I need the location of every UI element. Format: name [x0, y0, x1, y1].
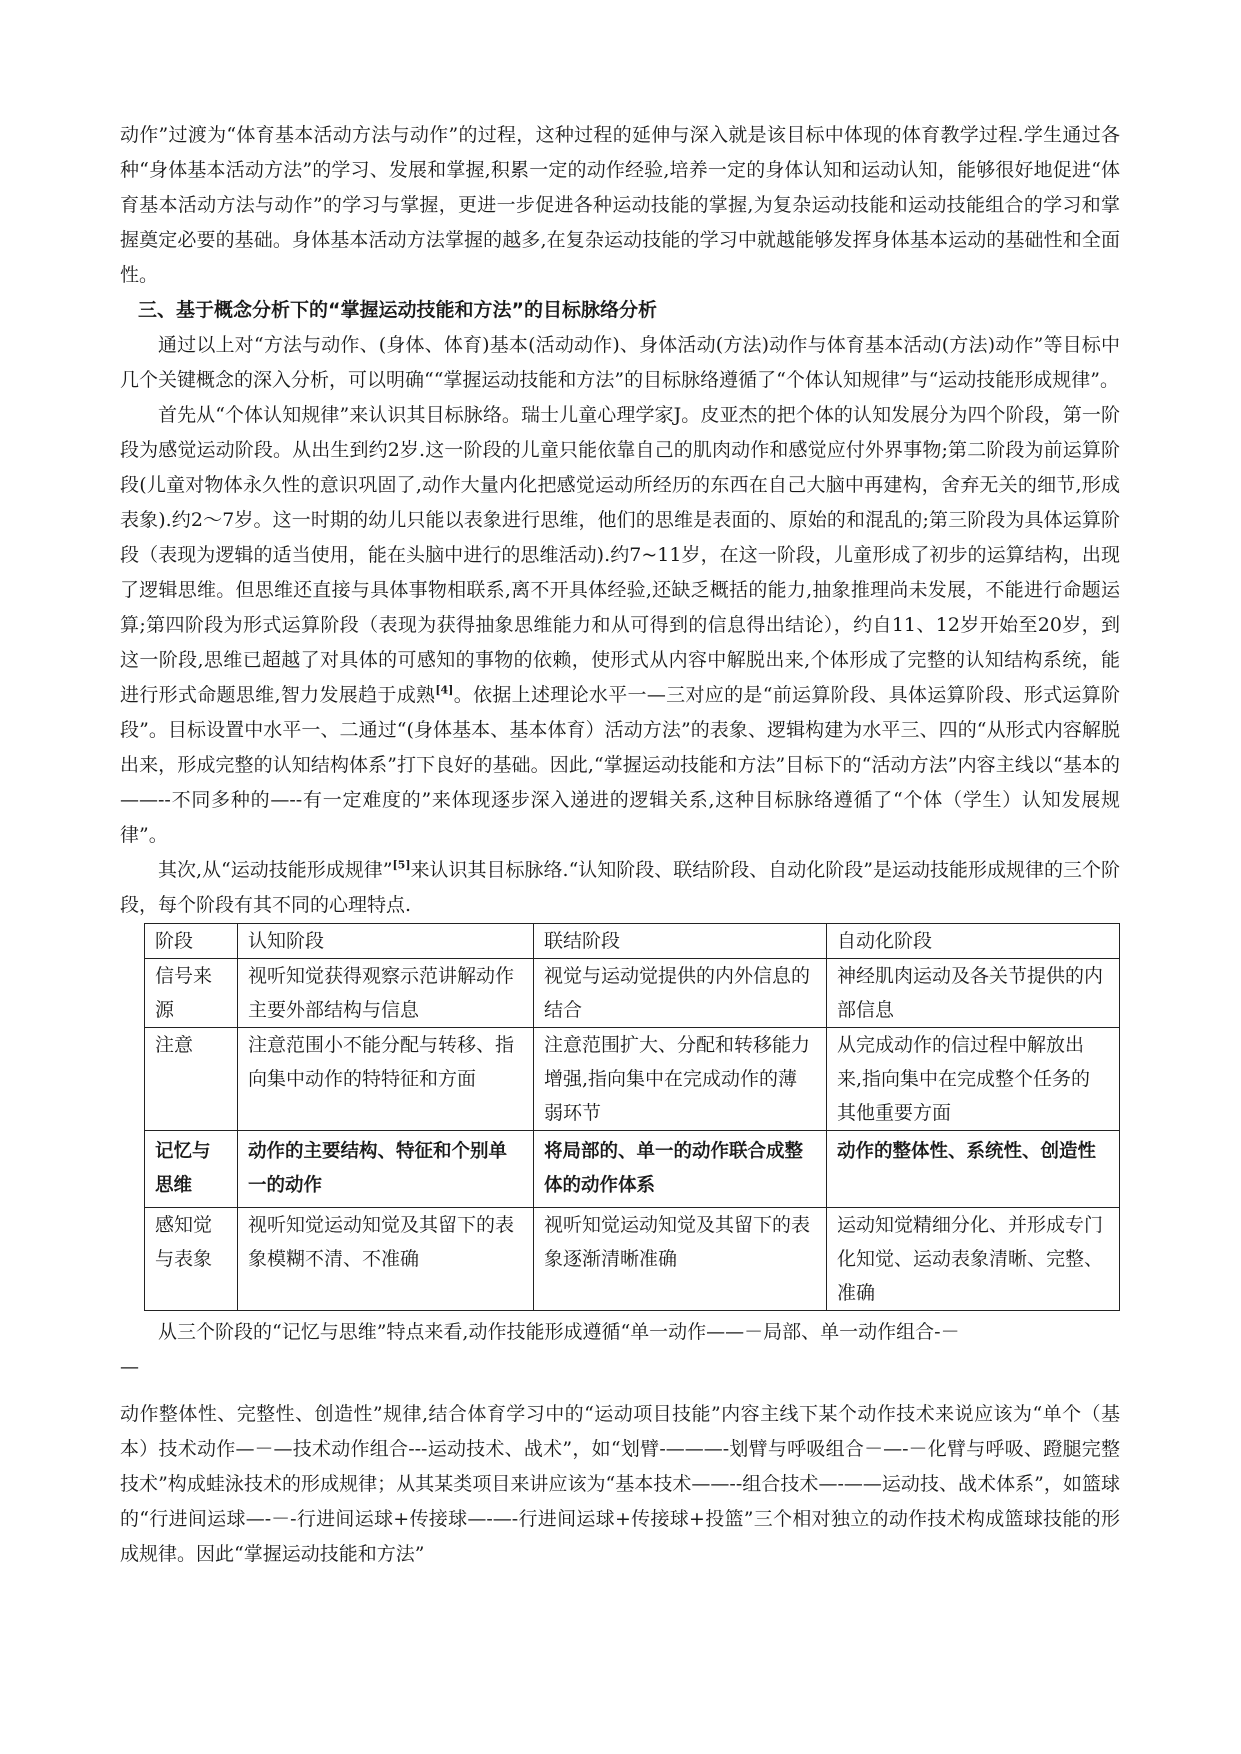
citation-5: [5] [392, 858, 411, 872]
table-row [145, 1028, 1120, 1131]
skill-stages-table [144, 923, 1120, 1311]
paragraph-top: 动作”过渡为“体育基本活动方法与动作”的过程，这种过程的延伸与深入就是该目标中体现的体育教学过程.学生通过各种“身体基本活动方法”的学习、发展和掌握,积累一定的动作经验,培养一定的身体认知和运动认知，能够很好地促进“体育基本活动方法与动作”的学习与掌握，更进一步促进各种运动技能的掌握,为复杂运动技能和运动技能组合的学习和掌握奠定必要的基础。身体基本活动方法掌握的越多,在复杂运动技能的学习中就越能够发挥身体基本运动的基础性和全面性。 [120, 124, 1120, 286]
paragraph-first [120, 398, 1120, 853]
table-cell: 将局部的、单一的动作联合成整体的动作体系 [534, 1131, 827, 1208]
document-page [120, 118, 1120, 1572]
citation-4: [4] [435, 683, 454, 697]
table-cell: 视听知觉运动知觉及其留下的表象逐渐清晰准确 [534, 1208, 827, 1311]
paragraph-first-text-cont: 。依据上述理论水平一—三对应的是“前运算阶段、具体运算阶段、形式运算阶段”。目标设置中水平一、二通过“(身体基本、基本体育）活动方法”的表象、逻辑构建为水平三、四的“从形式内容解脱出来，形成完整的认知结构体系”打下良好的基础。因此,“掌握运动技能和方法”目标下的“活动方法”内容主线以“基本的——--不同多种的—--有一定难度的”来体现逐步深入递进的逻辑关系,这种目标脉络遵循了“个体（学生）认知发展规律”。 [120, 684, 1120, 846]
table-header-row [145, 924, 1120, 959]
paragraph-last: 动作整体性、完整性、创造性”规律,结合体育学习中的“运动项目技能”内容主线下某个动作技术来说应该为“单个（基本）技术动作—－—技术动作组合---运动技术、战术”，如“划臂-———-划臂与呼吸组合－—-－化臂与呼吸、蹬腿完整技术”构成蛙泳技术的形成规律；从其某类项目来讲应该为“基本技术——--组合技术—-——运动技、战术体系”，如篮球的“行进间运球—-－-行进间运球+传接球—-—-行进间运球+传接球+投篮”三个相对独立的动作技术构成篮球技能的形成规律。因此“掌握运动技能和方法” [120, 1403, 1120, 1565]
paragraph-first-text: 首先从“个体认知规律”来认识其目标脉络。瑞士儿童心理学家J。皮亚杰的把个体的认知发展分为四个阶段，第一阶段为感觉运动阶段。从出生到约2岁.这一阶段的儿童只能依靠自己的肌肉动作和感觉应付外界事物;第二阶段为前运算阶段(儿童对物体永久性的意识巩固了,动作大量内化把感觉运动所经历的东西在自己大脑中再建构，舍弃无关的细节,形成表象).约2～7岁。这一时期的幼儿只能以表象进行思维，他们的思维是表面的、原始的和混乱的;第三阶段为具体运算阶段（表现为逻辑的适当使用，能在头脑中进行的思维活动).约7~11岁，在这一阶段，儿童形成了初步的运算结构，出现了逻辑思维。但思维还直接与具体事物相联系,离不开具体经验,还缺乏概括的能力,抽象推理尚未发展，不能进行命题运算;第四阶段为形式运算阶段（表现为获得抽象思维能力和从可得到的信息得出结论），约自11、12岁开始至20岁，到这一阶段,思维已超越了对具体的可感知的事物的依赖，使形式从内容中解脱出来,个体形成了完整的认知结构系统，能进行形式命题思维,智力发展趋于成熟 [120, 404, 1120, 706]
row-label: 记忆与思维 [145, 1131, 238, 1208]
table-cell: 注意范围小不能分配与转移、指向集中动作的特特征和方面 [238, 1028, 534, 1131]
table-cell: 从完成动作的信过程中解放出来,指向集中在完成整个任务的其他重要方面 [827, 1028, 1120, 1131]
table-header-cell: 认知阶段 [238, 924, 534, 959]
table-cell: 动作的主要结构、特征和个别单一的动作 [238, 1131, 534, 1208]
table-cell: 视听知觉获得观察示范讲解动作主要外部结构与信息 [238, 959, 534, 1028]
table-cell: 视听知觉运动知觉及其留下的表象模糊不清、不准确 [238, 1208, 534, 1311]
paragraph-after-table: 从三个阶段的“记忆与思维”特点来看,动作技能形成遵循“单一动作——－局部、单一动作组合-－ [158, 1321, 960, 1343]
table-cell: 注意范围扩大、分配和转移能力增强,指向集中在完成动作的薄弱环节 [534, 1028, 827, 1131]
row-label: 信号来源 [145, 959, 238, 1028]
paragraph-second-text: 其次,从“运动技能形成规律” [158, 859, 393, 881]
table-header-cell: 联结阶段 [534, 924, 827, 959]
table-header-cell: 阶段 [145, 924, 238, 959]
table-cell: 视觉与运动觉提供的内外信息的结合 [534, 959, 827, 1028]
table-cell: 运动知觉精细分化、并形成专门化知觉、运动表象清晰、完整、准确 [827, 1208, 1120, 1311]
table-cell: 动作的整体性、系统性、创造性 [827, 1131, 1120, 1208]
section-heading: 三、基于概念分析下的“掌握运动技能和方法”的目标脉络分析 [138, 299, 657, 321]
paragraph-second [120, 853, 1120, 923]
table-header-cell: 自动化阶段 [827, 924, 1120, 959]
row-label: 注意 [145, 1028, 238, 1131]
table-row-highlighted [145, 1131, 1120, 1208]
table-row [145, 959, 1120, 1028]
paragraph-intro: 通过以上对“方法与动作、(身体、体育)基本(活动动作)、身体活动(方法)动作与体育基本活动(方法)动作”等目标中几个关键概念的深入分析，可以明确““掌握运动技能和方法”的目标脉络遵循了“个体认知规律”与“运动技能形成规律”。 [120, 334, 1120, 391]
paragraph-after-table-dash: — [120, 1356, 139, 1378]
table-row [145, 1208, 1120, 1311]
row-label: 感知觉与表象 [145, 1208, 238, 1311]
paragraph-second-text-cont: 来认识其目标脉络.“认知阶段、联结阶段、自动化阶段”是运动技能形成规律的三个阶段，每个阶段有其不同的心理特点. [120, 859, 1121, 916]
table-cell: 神经肌肉运动及各关节提供的内部信息 [827, 959, 1120, 1028]
